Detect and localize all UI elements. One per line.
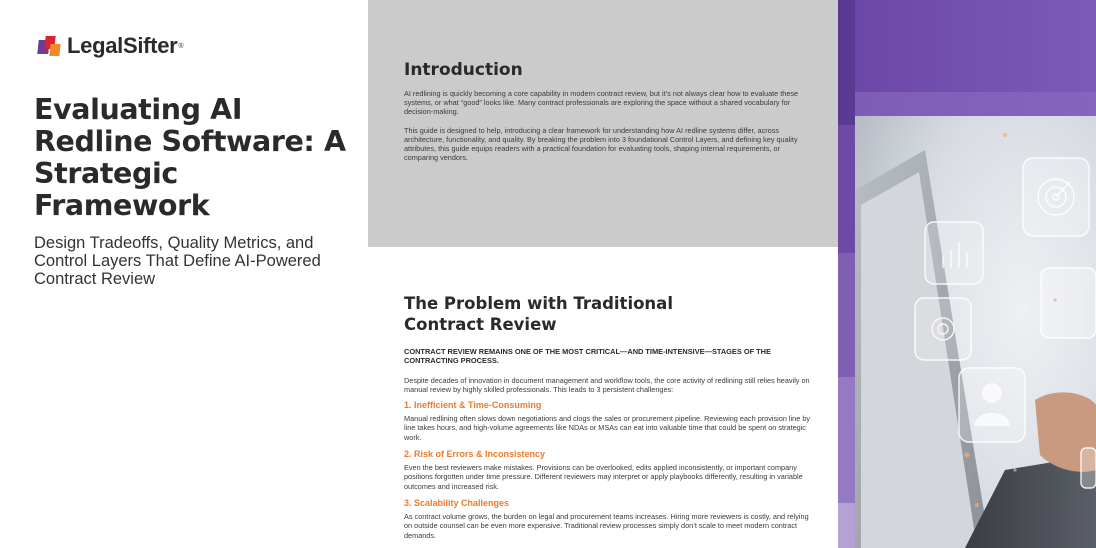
introduction-section [368, 0, 838, 247]
problem-intro: Despite decades of innovation in document management and workflow tools, the core activity of redlining still relies heavily on manual review by highly skilled professionals. This leads to 3 persistent challenges: [404, 376, 810, 395]
cover-subtitle: Design Tradeoffs, Quality Metrics, and Control Layers That Define AI-Powered Contract Review [34, 234, 321, 288]
cover-title: Evaluating AI Redline Software: A Strategic Framework [34, 93, 346, 222]
laptop-hero-image [855, 0, 1096, 548]
challenge-title: 2. Risk of Errors & Inconsistency [404, 449, 546, 459]
problem-heading: The Problem with Traditional Contract Review [404, 294, 673, 334]
purple-strip [838, 0, 855, 125]
brand-logo [38, 33, 184, 59]
purple-strip [838, 125, 855, 253]
problem-lead: CONTRACT REVIEW REMAINS ONE OF THE MOST CRITICAL—AND TIME-INTENSIVE—STAGES OF THE CONTRACTING PROCESS. [404, 347, 771, 366]
purple-strip [838, 253, 855, 377]
brand-name: LegalSifter [67, 33, 178, 58]
challenge-title: 1. Inefficient & Time-Consuming [404, 400, 542, 410]
introduction-paragraph: This guide is designed to help, introducing a clear framework for understanding how AI redline systems differ, across architecture, functionality, and quality. By breaking the problem into 3 foundational Control Layers, and defining key quality attributes, this guide equips readers with a practical foundation for evaluating tools, shaping internal requirements, or comparing vendors. [404, 126, 798, 163]
document-page-preview [368, 0, 838, 548]
challenge-text: As contract volume grows, the burden on legal and procurement teams increases. Hiring more reviewers is costly, and relying on outside counsel can be even more expensive. Traditional review processes simply don’t scale to meet modern contract demands. [404, 512, 809, 540]
introduction-heading: Introduction [404, 60, 523, 80]
logo-mark-icon [38, 34, 62, 58]
purple-strip [838, 503, 855, 548]
purple-strip [838, 377, 855, 503]
challenge-text: Even the best reviewers make mistakes. Provisions can be overlooked, edits applied inconsistently, or important company positions forgotten under time pressure. Different reviewers may interpret or apply playbooks differently, resulting in variable outcomes and increased risk. [404, 463, 803, 491]
cover-panel [0, 0, 368, 548]
registered-mark: ® [178, 42, 184, 50]
introduction-paragraph: AI redlining is quickly becoming a core capability in modern contract review, but it’s not always clear how to evaluate these systems, or what “good” looks like. Many contract professionals are exploring the space without a shared vocabulary for decision-making. [404, 89, 799, 117]
challenge-title: 3. Scalability Challenges [404, 498, 510, 508]
challenge-text: Manual redlining often slows down negotiations and clogs the sales or procurement pipeline. Reviewing each provision line by line takes hours, and high-volume agreements like NDAs or MSAs can eat into valuable time that could be spent on strategic work. [404, 414, 811, 442]
